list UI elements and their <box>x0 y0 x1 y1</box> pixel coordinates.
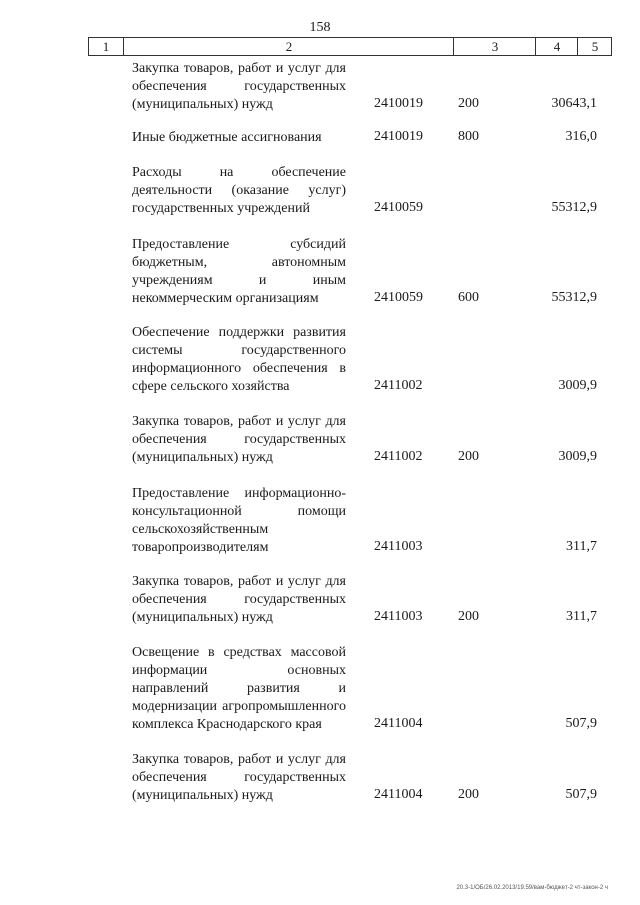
document-footer: 20.3-1/ОБ/26.02.2013/19.59/вам-бюджет-2 чт-закон-2 ч <box>456 885 608 891</box>
table-row <box>0 413 640 467</box>
row-code: 2411002 <box>374 449 423 464</box>
row-amount: 507,9 <box>565 787 597 802</box>
row-amount: 55312,9 <box>551 200 597 215</box>
table-row <box>0 60 640 114</box>
row-code: 2411004 <box>374 787 423 802</box>
row-amount: 507,9 <box>565 716 597 731</box>
table-row <box>0 324 640 396</box>
column-header-1: 1 <box>102 39 110 54</box>
row-expense-type: 200 <box>458 609 479 624</box>
row-expense-type: 200 <box>458 449 479 464</box>
row-description: Расходы на обеспечение деятельности (оказание услуг) государственных учреждений <box>132 165 346 216</box>
row-amount: 316,0 <box>565 129 597 144</box>
row-code: 2411004 <box>374 716 423 731</box>
row-expense-type: 600 <box>458 290 479 305</box>
row-description: Предоставление субсидий бюджетным, автономным учреждениям и иным некоммерческим организациям <box>132 237 346 306</box>
row-code: 2410059 <box>374 200 423 215</box>
table-row <box>0 644 640 734</box>
row-description: Обеспечение поддержки развития системы государственного информационного обеспечения в сфере сельского хозяйства <box>132 325 346 394</box>
row-amount: 3009,9 <box>558 378 597 393</box>
row-amount: 311,7 <box>566 539 597 554</box>
row-code: 2411002 <box>374 378 423 393</box>
row-code: 2410019 <box>374 96 423 111</box>
table-row <box>0 236 640 308</box>
column-header-3: 3 <box>453 38 536 55</box>
table-row <box>0 485 640 557</box>
row-code: 2411003 <box>374 539 423 554</box>
table-row <box>0 164 640 218</box>
column-header-2: 2 <box>123 38 454 55</box>
column-header-5: 5 <box>577 38 612 55</box>
row-expense-type: 800 <box>458 129 479 144</box>
table-row <box>0 129 640 147</box>
row-description: Освещение в средствах массовой информации основных направлений развития и модернизации агропромышленного комплекса Краснодарского края <box>132 645 346 732</box>
row-amount: 30643,1 <box>551 96 597 111</box>
table-row <box>0 573 640 627</box>
row-code: 2410059 <box>374 290 423 305</box>
row-expense-type: 200 <box>458 787 479 802</box>
page-number: 158 <box>309 20 331 35</box>
row-amount: 311,7 <box>566 609 597 624</box>
table-row <box>0 751 640 805</box>
column-header-4: 4 <box>535 38 578 55</box>
row-description: Закупка товаров, работ и услуг для обеспечения государственных (муниципальных) нужд <box>132 752 346 803</box>
row-description: Закупка товаров, работ и услуг для обеспечения государственных (муниципальных) нужд <box>132 61 346 112</box>
row-description: Закупка товаров, работ и услуг для обеспечения государственных (муниципальных) нужд <box>132 574 346 625</box>
row-description: Предоставление информационно-консультационной помощи сельскохозяйственным товаропроизводителям <box>132 486 346 555</box>
table-header <box>88 37 612 56</box>
row-amount: 55312,9 <box>551 290 597 305</box>
row-expense-type: 200 <box>458 96 479 111</box>
row-code: 2411003 <box>374 609 423 624</box>
row-description: Иные бюджетные ассигнования <box>132 130 322 145</box>
row-amount: 3009,9 <box>558 449 597 464</box>
row-code: 2410019 <box>374 129 423 144</box>
row-description: Закупка товаров, работ и услуг для обеспечения государственных (муниципальных) нужд <box>132 414 346 465</box>
